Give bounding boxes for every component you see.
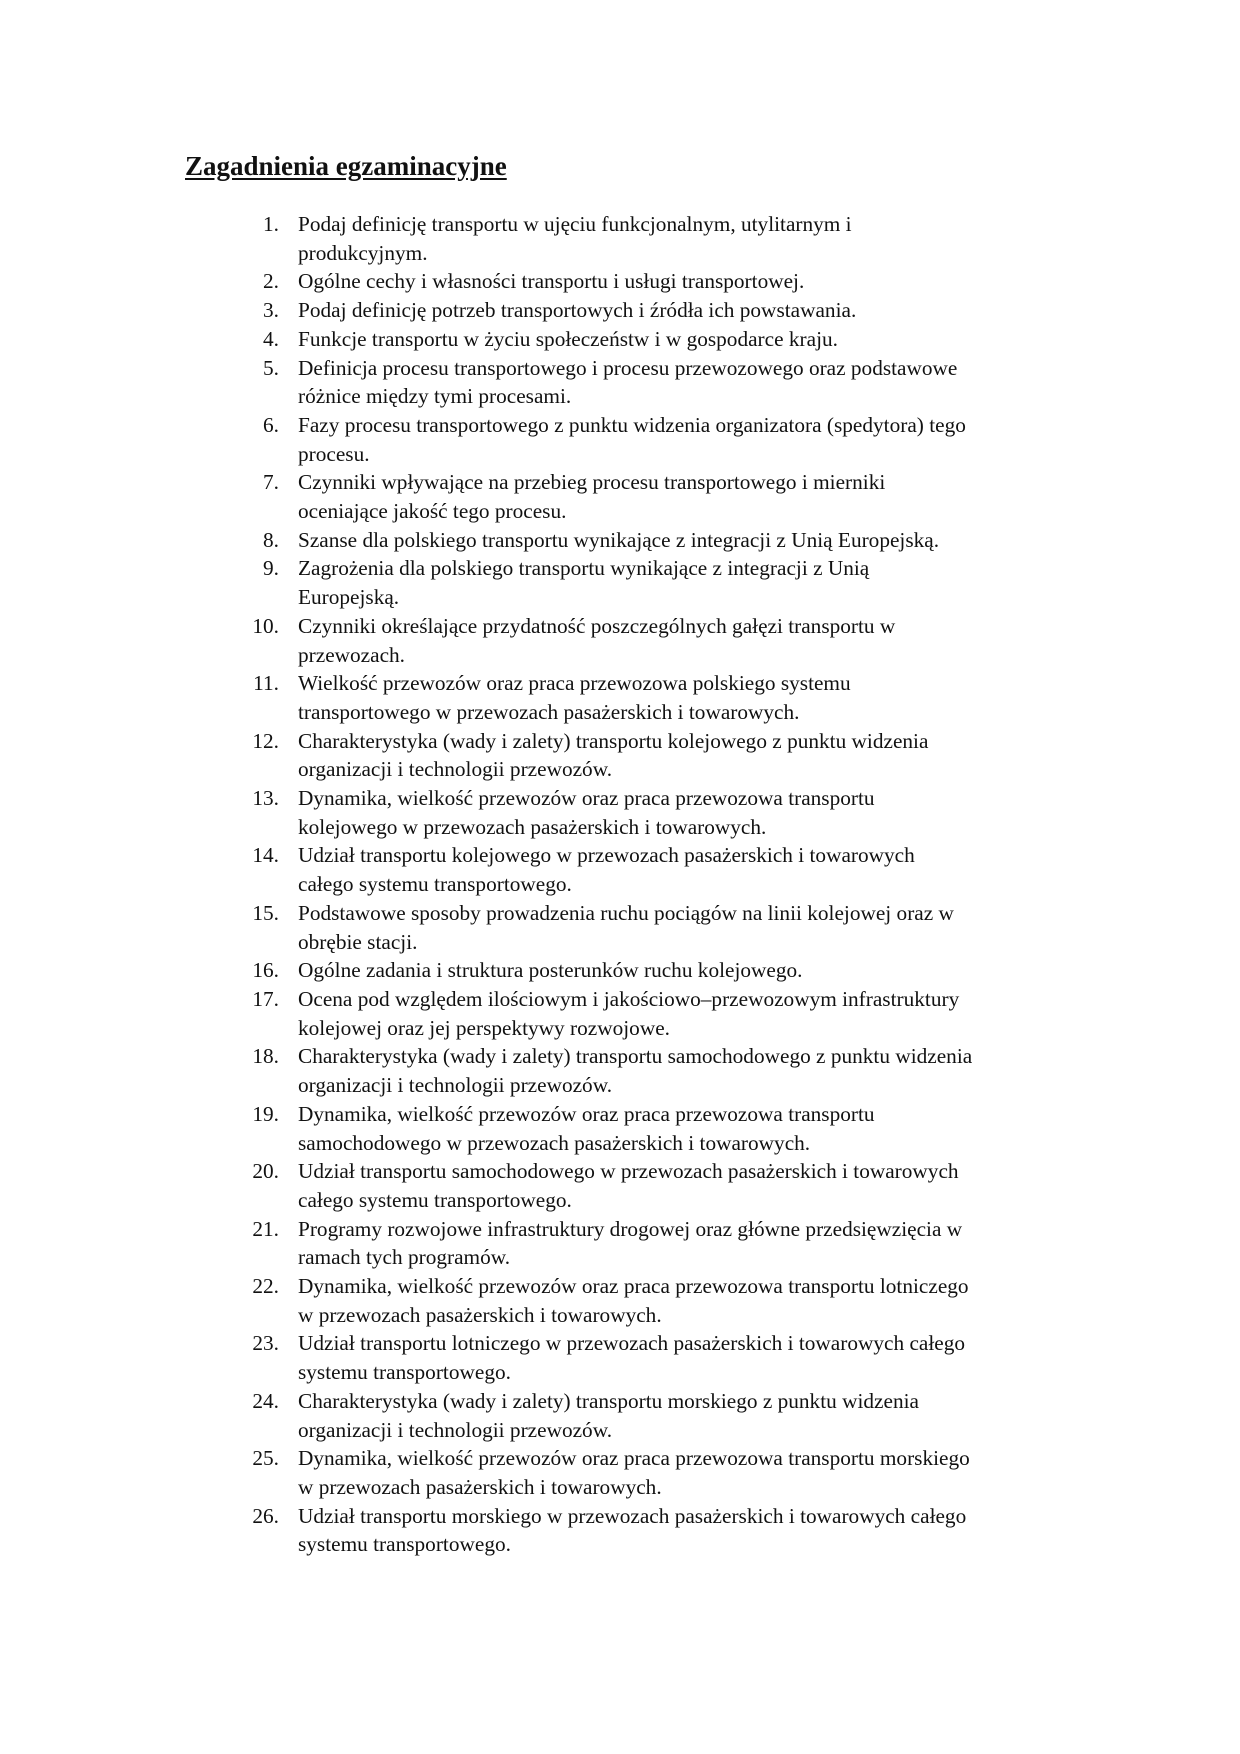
list-item-text-line: Dynamika, wielkość przewozów oraz praca przewozowa transportu xyxy=(298,786,875,811)
list-item-number: 25. xyxy=(252,1446,279,1471)
list-item xyxy=(0,267,1098,296)
list-item-number: 11. xyxy=(253,671,279,696)
list-item-number: 19. xyxy=(252,1101,279,1126)
list-item-number: 17. xyxy=(252,986,279,1011)
list-item-number: 3. xyxy=(263,298,279,323)
list-item-text-line: procesu. xyxy=(298,441,370,466)
list-item-text-line: Podaj definicję transportu w ujęciu funkcjonalnym, utylitarnym i xyxy=(298,212,852,236)
list-item xyxy=(0,1329,1098,1386)
list-item-text-line: Czynniki określające przydatność poszczególnych gałęzi transportu w xyxy=(298,613,896,638)
list-item-number: 14. xyxy=(252,843,279,868)
list-item xyxy=(0,1215,1098,1272)
list-item-text-line: Podaj definicję potrzeb transportowych i źródła ich powstawania. xyxy=(298,298,857,323)
list-item xyxy=(0,899,1098,956)
list-item-text-line: Udział transportu lotniczego w przewozach pasażerskich i towarowych całego xyxy=(298,1331,966,1356)
list-item xyxy=(0,956,1098,985)
list-item-text-line: Udział transportu kolejowego w przewozach pasażerskich i towarowych xyxy=(298,843,915,868)
list-item xyxy=(0,554,1098,611)
list-item-number: 21. xyxy=(252,1216,279,1241)
list-item-number: 6. xyxy=(263,412,279,437)
list-item-text-line: organizacji i technologii przewozów. xyxy=(298,757,613,782)
list-item-number: 15. xyxy=(252,900,279,925)
list-item-number: 5. xyxy=(263,355,279,380)
list-item-number: 7. xyxy=(263,470,279,495)
list-item-number: 16. xyxy=(252,958,279,983)
list-item-number: 22. xyxy=(252,1274,279,1299)
list-item-text-line: Charakterystyka (wady i zalety) transportu kolejowego z punktu widzenia xyxy=(298,728,929,753)
list-item-text-line: Udział transportu samochodowego w przewozach pasażerskich i towarowych xyxy=(298,1159,959,1184)
list-item xyxy=(0,411,1098,468)
list-item-text-line: Dynamika, wielkość przewozów oraz praca przewozowa transportu lotniczego xyxy=(298,1274,969,1299)
list-item-text-line: produkcyjnym. xyxy=(298,240,428,265)
list-item xyxy=(0,1042,1098,1099)
list-item-number: 26. xyxy=(252,1503,279,1528)
list-item xyxy=(0,1387,1098,1444)
list-item xyxy=(0,1502,1098,1559)
list-item-text-line: Definicja procesu transportowego i procesu przewozowego oraz podstawowe xyxy=(298,355,958,380)
list-item-number: 10. xyxy=(252,613,279,638)
list-item-number: 24. xyxy=(252,1388,279,1413)
list-item-text-line: w przewozach pasażerskich i towarowych. xyxy=(298,1302,662,1327)
list-item-text-line: Europejską. xyxy=(298,585,400,610)
list-item-number: 4. xyxy=(263,326,279,351)
list-item-text-line: przewozach. xyxy=(298,642,406,667)
list-item xyxy=(0,296,1098,325)
list-item-text-line: organizacji i technologii przewozów. xyxy=(298,1417,613,1442)
list-item-text-line: całego systemu transportowego. xyxy=(298,1187,572,1212)
list-item-number: 18. xyxy=(252,1044,279,1069)
list-item xyxy=(0,727,1098,784)
list-item-text-line: Funkcje transportu w życiu społeczeństw i w gospodarce kraju. xyxy=(298,326,838,351)
list-item-text-line: transportowego w przewozach pasażerskich i towarowych. xyxy=(298,699,800,724)
list-item-text-line: systemu transportowego. xyxy=(298,1532,511,1557)
list-item xyxy=(0,784,1098,841)
list-item-text-line: oceniające jakość tego procesu. xyxy=(298,499,567,524)
list-item-text-line: systemu transportowego. xyxy=(298,1360,511,1385)
list-item-text-line: kolejowej oraz jej perspektywy rozwojowe. xyxy=(298,1015,670,1040)
list-item-text-line: całego systemu transportowego. xyxy=(298,872,572,897)
list-item-text-line: ramach tych programów. xyxy=(298,1245,511,1270)
list-item-text-line: Wielkość przewozów oraz praca przewozowa polskiego systemu xyxy=(298,671,851,696)
list-item xyxy=(0,210,1098,267)
list-item-text-line: Dynamika, wielkość przewozów oraz praca przewozowa transportu xyxy=(298,1101,875,1126)
list-item-text-line: samochodowego w przewozach pasażerskich i towarowych. xyxy=(298,1130,811,1155)
list-item-number: 2. xyxy=(263,269,279,294)
list-item xyxy=(0,526,1098,555)
list-item xyxy=(0,985,1098,1042)
list-item-text-line: Dynamika, wielkość przewozów oraz praca przewozowa transportu morskiego xyxy=(298,1446,970,1471)
list-item-text-line: Charakterystyka (wady i zalety) transportu morskiego z punktu widzenia xyxy=(298,1388,919,1413)
document-title: Zagadnienia egzaminacyjne xyxy=(185,151,507,181)
list-item-text-line: Programy rozwojowe infrastruktury drogowej oraz główne przedsięwzięcia w xyxy=(298,1216,963,1241)
list-item xyxy=(0,612,1098,669)
list-item-text-line: Szanse dla polskiego transportu wynikające z integracji z Unią Europejską. xyxy=(298,527,940,552)
list-item xyxy=(0,354,1098,411)
list-item-number: 9. xyxy=(263,556,279,581)
list-item-text-line: organizacji i technologii przewozów. xyxy=(298,1073,613,1098)
list-item-number: 12. xyxy=(252,728,279,753)
list-item-number: 13. xyxy=(252,786,279,811)
list-item-text-line: w przewozach pasażerskich i towarowych. xyxy=(298,1474,662,1499)
list-item-text-line: Ocena pod względem ilościowym i jakościowo–przewozowym infrastruktury xyxy=(298,986,960,1011)
list-item-text-line: Czynniki wpływające na przebieg procesu transportowego i mierniki xyxy=(298,470,886,495)
list-item-text-line: Ogólne zadania i struktura posterunków ruchu kolejowego. xyxy=(298,958,803,983)
list-item-number: 23. xyxy=(252,1331,279,1356)
list-item xyxy=(0,669,1098,726)
list-item-text-line: różnice między tymi procesami. xyxy=(298,384,572,409)
list-item xyxy=(0,841,1098,898)
list-item-number: 1. xyxy=(263,212,279,236)
exam-questions-list xyxy=(0,210,1098,1559)
list-item-number: 20. xyxy=(252,1159,279,1184)
list-item-number: 8. xyxy=(263,527,279,552)
list-item-text-line: Podstawowe sposoby prowadzenia ruchu pociągów na linii kolejowej oraz w xyxy=(298,900,954,925)
list-item-text-line: Zagrożenia dla polskiego transportu wynikające z integracji z Unią xyxy=(298,556,870,581)
list-item xyxy=(0,1444,1098,1501)
list-item xyxy=(0,1157,1098,1214)
list-item-text-line: Udział transportu morskiego w przewozach pasażerskich i towarowych całego xyxy=(298,1503,967,1528)
list-item-text-line: kolejowego w przewozach pasażerskich i towarowych. xyxy=(298,814,767,839)
list-item-text-line: Charakterystyka (wady i zalety) transportu samochodowego z punktu widzenia xyxy=(298,1044,973,1069)
list-item xyxy=(0,1272,1098,1329)
list-item-text-line: obrębie stacji. xyxy=(298,929,418,954)
list-item-text-line: Fazy procesu transportowego z punktu widzenia organizatora (spedytora) tego xyxy=(298,412,966,437)
list-item xyxy=(0,325,1098,354)
list-item-text-line: Ogólne cechy i własności transportu i usługi transportowej. xyxy=(298,269,805,294)
list-item xyxy=(0,468,1098,525)
list-item xyxy=(0,1100,1098,1157)
